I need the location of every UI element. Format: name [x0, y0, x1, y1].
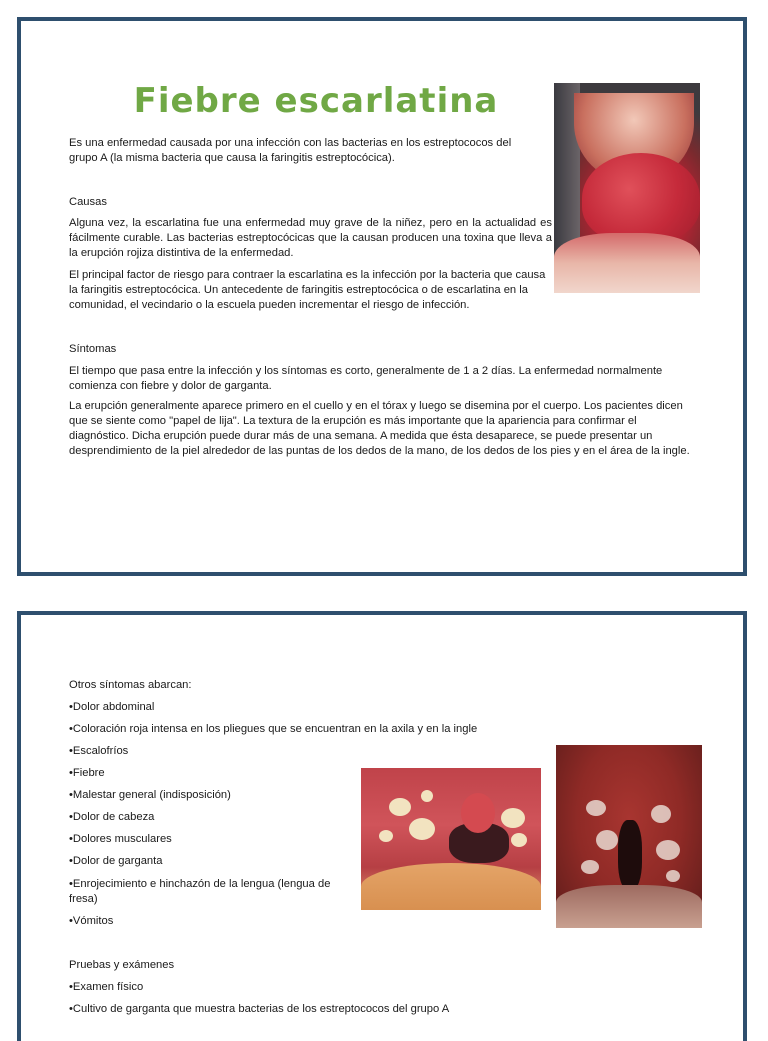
- other-symptoms-heading: Otros síntomas abarcan:: [69, 679, 192, 691]
- list-item: •Fiebre: [69, 767, 105, 779]
- symptoms-paragraph-1: El tiempo que pasa entre la infección y los síntomas es corto, generalmente de 1 a 2 días. La enfermedad normalmente comienza con fiebre y dolor de garganta.: [69, 365, 663, 392]
- slide-1: [17, 17, 747, 576]
- tonsils-exudate-photo: [361, 768, 541, 910]
- tests-heading: Pruebas y exámenes: [69, 959, 175, 971]
- symptoms-heading: Síntomas: [69, 343, 117, 355]
- list-item: •Enrojecimiento e hinchazón de la lengua (lengua de fresa): [69, 878, 331, 905]
- causes-heading: Causas: [69, 196, 107, 208]
- list-item: •Dolor de cabeza: [69, 811, 155, 823]
- list-item: •Dolor de garganta: [69, 855, 163, 867]
- symptoms-paragraph-2: La erupción generalmente aparece primero en el cuello y en el tórax y luego se disemina por el cuerpo. Los pacientes dicen que se siente como "papel de lija". La textura de la erupción es más importante que la apariencia para confirmar el diagnóstico. Dicha erupción puede durar más de una semana. A medida que ésta desaparece, se puede presentar un desprendimiento de la piel alrededor de las puntas de los dedos de la mano, de los dedos de los pies y en el área de la ingle.: [69, 400, 690, 457]
- list-item: •Cultivo de garganta que muestra bacterias de los estreptococos del grupo A: [69, 1003, 450, 1015]
- list-item: •Dolores musculares: [69, 833, 172, 845]
- list-item: •Examen físico: [69, 981, 144, 993]
- strawberry-tongue-photo: [554, 83, 700, 293]
- list-item: •Escalofríos: [69, 745, 129, 757]
- page-title: Fiebre escarlatina: [133, 81, 499, 121]
- causes-paragraph-1: Alguna vez, la escarlatina fue una enfermedad muy grave de la niñez, pero en la actualidad es fácilmente curable. Las bacterias estreptocócicas que la causan producen una toxina que lleva a la erupción rojiza distintiva de la enfermedad.: [69, 217, 552, 259]
- list-item: •Malestar general (indisposición): [69, 789, 231, 801]
- slide-2: [17, 611, 747, 1041]
- throat-photo: [556, 745, 702, 928]
- list-item: •Dolor abdominal: [69, 701, 155, 713]
- causes-paragraph-2: El principal factor de riesgo para contraer la escarlatina es la infección por la bacteria que causa la faringitis estreptocócica. Un antecedente de faringitis estreptocócica o de escarlatina en la comunidad, el vecindario o la escuela pueden incrementar el riesgo de infección.: [69, 269, 546, 311]
- intro-paragraph: Es una enfermedad causada por una infección con las bacterias en los estreptococos del grupo A (la misma bacteria que causa la faringitis estreptocócica).: [69, 137, 512, 164]
- list-item: •Vómitos: [69, 915, 114, 927]
- list-item: •Coloración roja intensa en los pliegues que se encuentran en la axila y en la ingle: [69, 723, 478, 735]
